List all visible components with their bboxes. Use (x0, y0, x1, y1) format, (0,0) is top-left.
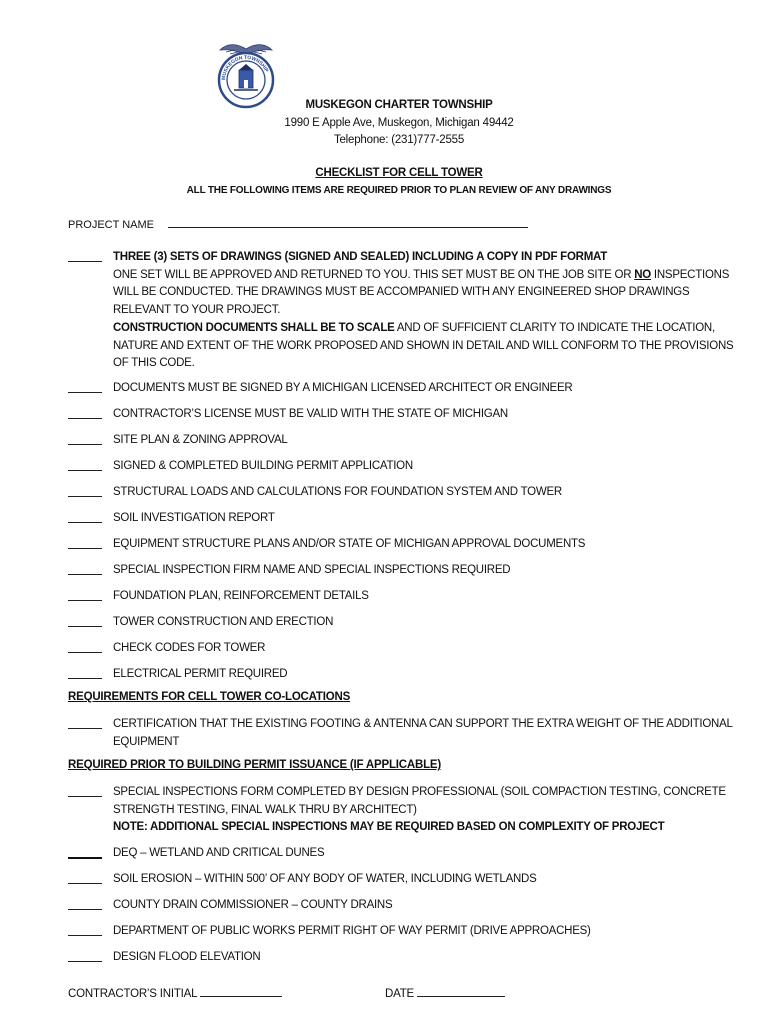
item-text: CONTRACTOR’S LICENSE MUST BE VALID WITH THE STATE OF MICHIGAN (113, 408, 508, 420)
item-text: SPECIAL INSPECTION FIRM NAME AND SPECIAL INSPECTIONS REQUIRED (113, 564, 511, 576)
item-text: SOIL INVESTIGATION REPORT (113, 512, 275, 524)
contractor-initial-field (68, 984, 282, 1000)
seal-lettering: MUSKEGON TOWNSHIP (220, 54, 270, 81)
item-text-part: SPECIAL INSPECTIONS FORM COMPLETED BY DESIGN PROFESSIONAL (SOIL COMPACTION TESTING, CONCRETE STRENGTH TESTING, FINAL WALK THRU BY ARCHITECT) (113, 786, 726, 816)
township-address: 1990 E Apple Ave, Muskegon, Michigan 49442 (284, 117, 514, 129)
date-line[interactable] (417, 984, 505, 997)
contractor-initial-line[interactable] (200, 984, 282, 997)
prior-permit-heading: REQUIRED PRIOR TO BUILDING PERMIT ISSUANCE (IF APPLICABLE) (68, 759, 442, 771)
page-subtitle: ALL THE FOLLOWING ITEMS ARE REQUIRED PRIOR TO PLAN REVIEW OF ANY DRAWINGS (186, 185, 612, 196)
checkbox-blank[interactable] (68, 562, 102, 575)
item-text-part: ONE SET WILL BE APPROVED AND RETURNED TO YOU. THIS SET MUST BE ON THE JOB SITE OR (113, 268, 635, 281)
item-text-part: INSPECTIONS WILL BE CONDUCTED. THE DRAWINGS MUST BE ACCOMPANIED WITH ANY ENGINEERED SHOP DRAWINGS RELEVANT TO YOUR PROJECT. (113, 268, 730, 317)
item-text: DESIGN FLOOD ELEVATION (113, 951, 261, 963)
item-text: SOIL EROSION – WITHIN 500’ OF ANY BODY OF WATER, INCLUDING WETLANDS (113, 873, 537, 885)
item-text-part: AND OF SUFFICIENT CLARITY TO INDICATE THE LOCATION, NATURE AND EXTENT OF THE WORK PROPOSED AND SHOWN IN DETAIL AND WILL CONFORM TO THE PROVISIONS OF THIS CODE. (113, 321, 734, 370)
item-note: NOTE: ADDITIONAL SPECIAL INSPECTIONS MAY BE REQUIRED BASED ON COMPLEXITY OF PROJECT (113, 821, 665, 834)
colocation-heading: REQUIREMENTS FOR CELL TOWER CO-LOCATIONS (68, 691, 351, 703)
checkbox-blank[interactable] (68, 897, 102, 910)
checkbox-blank[interactable] (68, 784, 102, 797)
item-text: CHECK CODES FOR TOWER (113, 642, 266, 654)
item-text: DEPARTMENT OF PUBLIC WORKS PERMIT RIGHT OF WAY PERMIT (DRIVE APPROACHES) (113, 925, 591, 937)
checkbox-blank[interactable] (68, 614, 102, 627)
checkbox-blank[interactable] (68, 406, 102, 419)
date-label: DATE (385, 988, 415, 1000)
project-name-field[interactable] (68, 216, 528, 231)
item-text: COUNTY DRAIN COMMISSIONER – COUNTY DRAINS (113, 899, 393, 911)
township-name: MUSKEGON CHARTER TOWNSHIP (305, 99, 493, 111)
checkbox-blank[interactable] (68, 432, 102, 445)
item-text: DOCUMENTS MUST BE SIGNED BY A MICHIGAN LICENSED ARCHITECT OR ENGINEER (113, 382, 573, 394)
checkbox-blank[interactable] (68, 871, 102, 884)
item-text-bold: CONSTRUCTION DOCUMENTS SHALL BE TO SCALE (113, 321, 395, 334)
item-text: SITE PLAN & ZONING APPROVAL (113, 434, 288, 446)
item-text: STRUCTURAL LOADS AND CALCULATIONS FOR FOUNDATION SYSTEM AND TOWER (113, 486, 562, 498)
checkbox-blank[interactable] (68, 536, 102, 549)
item-text: EQUIPMENT STRUCTURE PLANS AND/OR STATE OF MICHIGAN APPROVAL DOCUMENTS (113, 538, 586, 550)
project-name-label: PROJECT NAME (68, 219, 154, 231)
checkbox-blank[interactable] (68, 380, 102, 393)
checkbox-blank[interactable] (68, 666, 102, 679)
checkbox-blank[interactable] (68, 588, 102, 601)
checkbox-blank[interactable] (68, 949, 102, 962)
contractor-initial-label: CONTRACTOR’S INITIAL (68, 988, 198, 1000)
page-title: CHECKLIST FOR CELL TOWER (315, 167, 483, 179)
checkbox-blank[interactable] (68, 484, 102, 497)
checkbox-blank[interactable] (68, 510, 102, 523)
checkbox-blank[interactable] (68, 640, 102, 653)
item-text: ELECTRICAL PERMIT REQUIRED (113, 668, 288, 680)
township-phone: Telephone: (231)777-2555 (333, 134, 465, 146)
item-title: THREE (3) SETS OF DRAWINGS (SIGNED AND SEALED) INCLUDING A COPY IN PDF FORMAT (113, 251, 608, 263)
item-text (113, 784, 738, 837)
item-text: FOUNDATION PLAN, REINFORCEMENT DETAILS (113, 590, 369, 602)
checkbox-blank[interactable] (68, 458, 102, 471)
checkbox-blank[interactable] (68, 249, 102, 262)
item-text: SIGNED & COMPLETED BUILDING PERMIT APPLICATION (113, 460, 413, 472)
checkbox-blank[interactable] (68, 716, 102, 729)
item-text: CERTIFICATION THAT THE EXISTING FOOTING & ANTENNA CAN SUPPORT THE EXTRA WEIGHT OF THE ADDITIONAL EQUIPMENT (113, 718, 733, 748)
item-text (113, 249, 738, 373)
date-field (385, 984, 505, 1000)
checkbox-blank[interactable] (68, 923, 102, 936)
checkbox-blank[interactable] (68, 845, 102, 859)
item-text: TOWER CONSTRUCTION AND ERECTION (113, 616, 334, 628)
item-text-emphasis: NO (634, 268, 651, 281)
project-name-line[interactable] (168, 216, 528, 228)
item-text: DEQ – WETLAND AND CRITICAL DUNES (113, 847, 325, 859)
